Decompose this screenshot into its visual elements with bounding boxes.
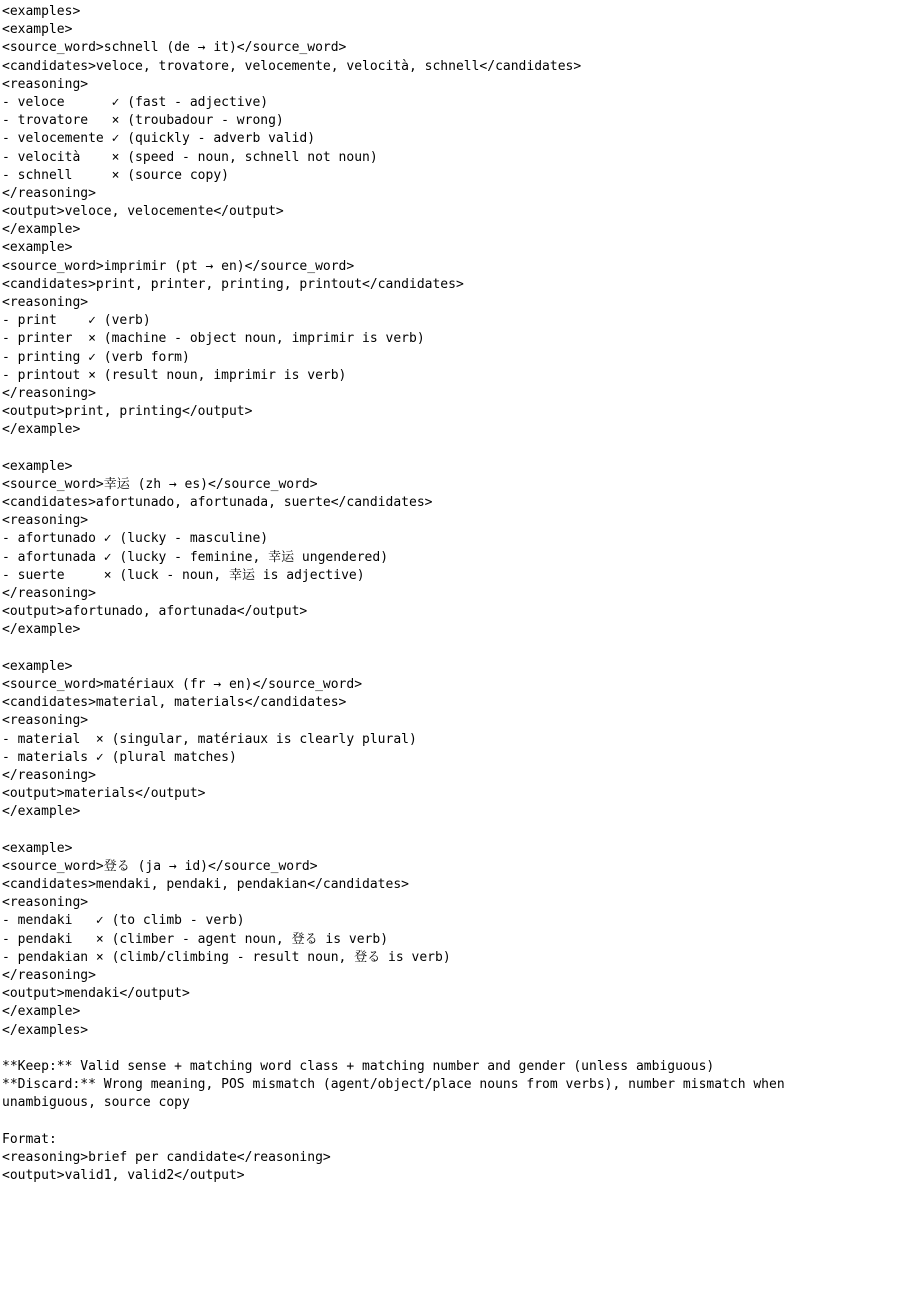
- text-line: - pendakian × (climb/climbing - result noun, 登る is verb): [2, 949, 451, 965]
- text-line: - afortunada ✓ (lucky - feminine, 幸运 ungendered): [2, 549, 389, 565]
- text-line: <candidates>mendaki, pendaki, pendakian</candidates>: [2, 877, 409, 892]
- text-line: <output>veloce, velocemente</output>: [2, 204, 284, 220]
- text-line: - printer × (machine - object noun, imprimir is verb): [2, 331, 425, 347]
- text-line: <reasoning>: [2, 295, 89, 310]
- text-line: - trovatore × (troubadour - wrong): [2, 113, 284, 129]
- text-line: [2, 1112, 908, 1130]
- text-line: - material × (singular, matériaux is clearly plural): [2, 731, 417, 747]
- text-line: <example>: [2, 840, 73, 856]
- text-line: - velocità × (speed - noun, schnell not noun): [2, 149, 378, 165]
- text-line: <example>: [2, 658, 73, 674]
- text-line: - schnell × (source copy): [2, 167, 229, 183]
- text-line: <example>: [2, 458, 73, 474]
- text-line: <example>: [2, 240, 73, 256]
- text-line: <source_word>schnell (de → it)</source_word>: [2, 40, 347, 56]
- text-line: [2, 821, 908, 839]
- text-line: - veloce ✓ (fast - adjective): [2, 94, 269, 110]
- text-line: </example>: [2, 622, 81, 638]
- text-line: [2, 440, 908, 458]
- text-line: - suerte × (luck - noun, 幸运 is adjective): [2, 567, 365, 583]
- text-line: <reasoning>: [2, 713, 89, 729]
- text-line: [2, 640, 908, 658]
- text-line: **Discard:** Wrong meaning, POS mismatch (agent/object/place nouns from verbs), number mismatch when: [2, 1077, 785, 1093]
- text-line: <reasoning>brief per candidate</reasoning>: [2, 1149, 331, 1165]
- text-line: <example>: [2, 22, 73, 38]
- text-line: <source_word>登る (ja → id)</source_word>: [2, 858, 318, 874]
- text-line: - pendaki × (climber - agent noun, 登る is verb): [2, 931, 389, 947]
- text-line: </reasoning>: [2, 385, 96, 401]
- text-line: - afortunado ✓ (lucky - masculine): [2, 531, 269, 547]
- text-line: <candidates>material, materials</candidates>: [2, 695, 347, 711]
- text-line: <candidates>veloce, trovatore, velocemente, velocità, schnell</candidates>: [2, 58, 582, 74]
- text-line: - printout × (result noun, imprimir is verb): [2, 367, 347, 383]
- text-line: - materials ✓ (plural matches): [2, 749, 237, 765]
- text-line: <source_word>幸运 (zh → es)</source_word>: [2, 476, 318, 492]
- text-line: <candidates>afortunado, afortunada, suerte</candidates>: [2, 495, 433, 511]
- text-line: <source_word>imprimir (pt → en)</source_word>: [2, 258, 355, 274]
- text-line: </reasoning>: [2, 185, 96, 201]
- text-line: - print ✓ (verb): [2, 313, 151, 329]
- text-line: [2, 1040, 908, 1058]
- text-line: </examples>: [2, 1022, 89, 1038]
- text-line: <source_word>matériaux (fr → en)</source_word>: [2, 676, 363, 692]
- text-line: - mendaki ✓ (to climb - verb): [2, 913, 245, 929]
- text-line: **Keep:** Valid sense + matching word class + matching number and gender (unless ambiguous): [2, 1058, 715, 1074]
- text-line: </example>: [2, 222, 81, 238]
- text-line: <reasoning>: [2, 895, 89, 911]
- text-line: - printing ✓ (verb form): [2, 349, 190, 365]
- text-line: <reasoning>: [2, 76, 89, 92]
- text-line: <output>valid1, valid2</output>: [2, 1168, 245, 1183]
- text-line: <output>materials</output>: [2, 786, 206, 802]
- text-line: </example>: [2, 804, 81, 820]
- text-line: </reasoning>: [2, 586, 96, 601]
- text-line: </reasoning>: [2, 767, 96, 783]
- text-line: - velocemente ✓ (quickly - adverb valid): [2, 131, 316, 147]
- text-line: </example>: [2, 1004, 81, 1020]
- text-line: <output>print, printing</output>: [2, 404, 253, 420]
- text-line: <output>mendaki</output>: [2, 986, 190, 1002]
- text-line: <output>afortunado, afortunada</output>: [2, 604, 308, 620]
- text-line: <examples>: [2, 4, 81, 19]
- text-line: unambiguous, source copy: [2, 1095, 190, 1111]
- text-line: </example>: [2, 422, 81, 438]
- text-line: </reasoning>: [2, 967, 96, 983]
- text-line: <reasoning>: [2, 513, 89, 529]
- text-line: Format:: [2, 1131, 57, 1147]
- text-line: <candidates>print, printer, printing, printout</candidates>: [2, 276, 464, 292]
